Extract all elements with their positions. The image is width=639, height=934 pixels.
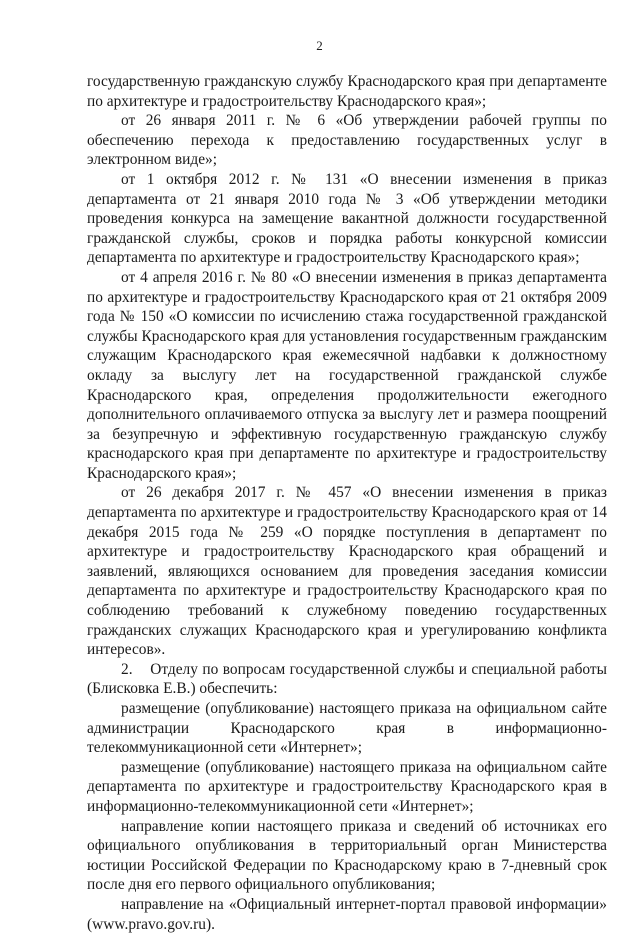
paragraph-continuation: государственную гражданскую службу Краснодарского края при департаменте по архитектуре и градостроительству Краснодарского края»; [87, 73, 607, 110]
paragraph-order-2012-131: от 1 октября 2012 г. № 131 «О внесении изменения в приказ департамента от 21 января 2010 года № 3 «Об утверждении методики проведения конкурса на замещение вакантной должности государственной гражданской службы, сроков и порядка работы конкурсной комиссии департамента по архитектуре и градостроительству Краснодарского края»; [87, 170, 607, 267]
page-number: 2 [316, 38, 323, 53]
paragraph-item-2: 2. Отделу по вопросам государственной службы и специальной работы (Блисковка Е.В.) обеспечить: [87, 660, 607, 698]
paragraph-publish-admin-site: размещение (опубликование) настоящего приказа на официальном сайте администрации Краснодарского края в информационно-телекоммуникационной сети «Интернет»; [87, 700, 607, 757]
document-body [87, 72, 607, 934]
paragraph-order-2016-80: от 4 апреля 2016 г. № 80 «О внесении изменения в приказ департамента по архитектуре и градостроительству Краснодарского края от 21 октября 2009 года № 150 «О комиссии по исчислению стажа государственной гражданской службы Краснодарского края для установления государственным гражданским служащим Краснодарского края ежемесячной надбавки к должностному окладу за выслугу лет на государственной гражданской службе Краснодарского края, определения продолжительности ежегодного дополнительного оплачиваемого отпуска за выслугу лет и размера поощрений за безупречную и эффективную государственную гражданскую службу краснодарского края при департаменте по архитектуре и градостроительству Краснодарского края»; [87, 268, 607, 482]
paragraph-legal-portal: направление на «Официальный интернет-портал правовой информации» (www.pravo.gov.ru). [87, 895, 607, 933]
paragraph-order-2017-457: от 26 декабря 2017 г. № 457 «О внесении изменения в приказ департамента по архитектуре и градостроительству Краснодарского края от 14 декабря 2015 года № 259 «О порядке поступления в департамент по архитектуре и градостроительству Краснодарского края обращений и заявлений, являющихся основанием для проведения заседания комиссии департамента по архитектуре и градостроительству Краснодарского края по соблюдению требований к служебному поведению государственных гражданских служащих Краснодарского края и урегулированию конфликта интересов». [87, 484, 607, 659]
paragraph-publish-department-site: размещение (опубликование) настоящего приказа на официальном сайте департамента по архитектуре и градостроительству Краснодарского края в информационно-телекоммуникационной сети «Интернет»; [87, 758, 607, 815]
paragraph-order-2011-6: от 26 января 2011 г. № 6 «Об утверждении рабочей группы по обеспечению перехода к предоставлению государственных услуг в электронном виде»; [87, 112, 607, 169]
paragraph-send-to-justice-ministry: направление копии настоящего приказа и сведений об источниках его официального опубликования в территориальный орган Министерства юстиции Российской Федерации по Краснодарскому краю в 7-дневный срок после дня его первого официального опубликования; [87, 817, 607, 894]
